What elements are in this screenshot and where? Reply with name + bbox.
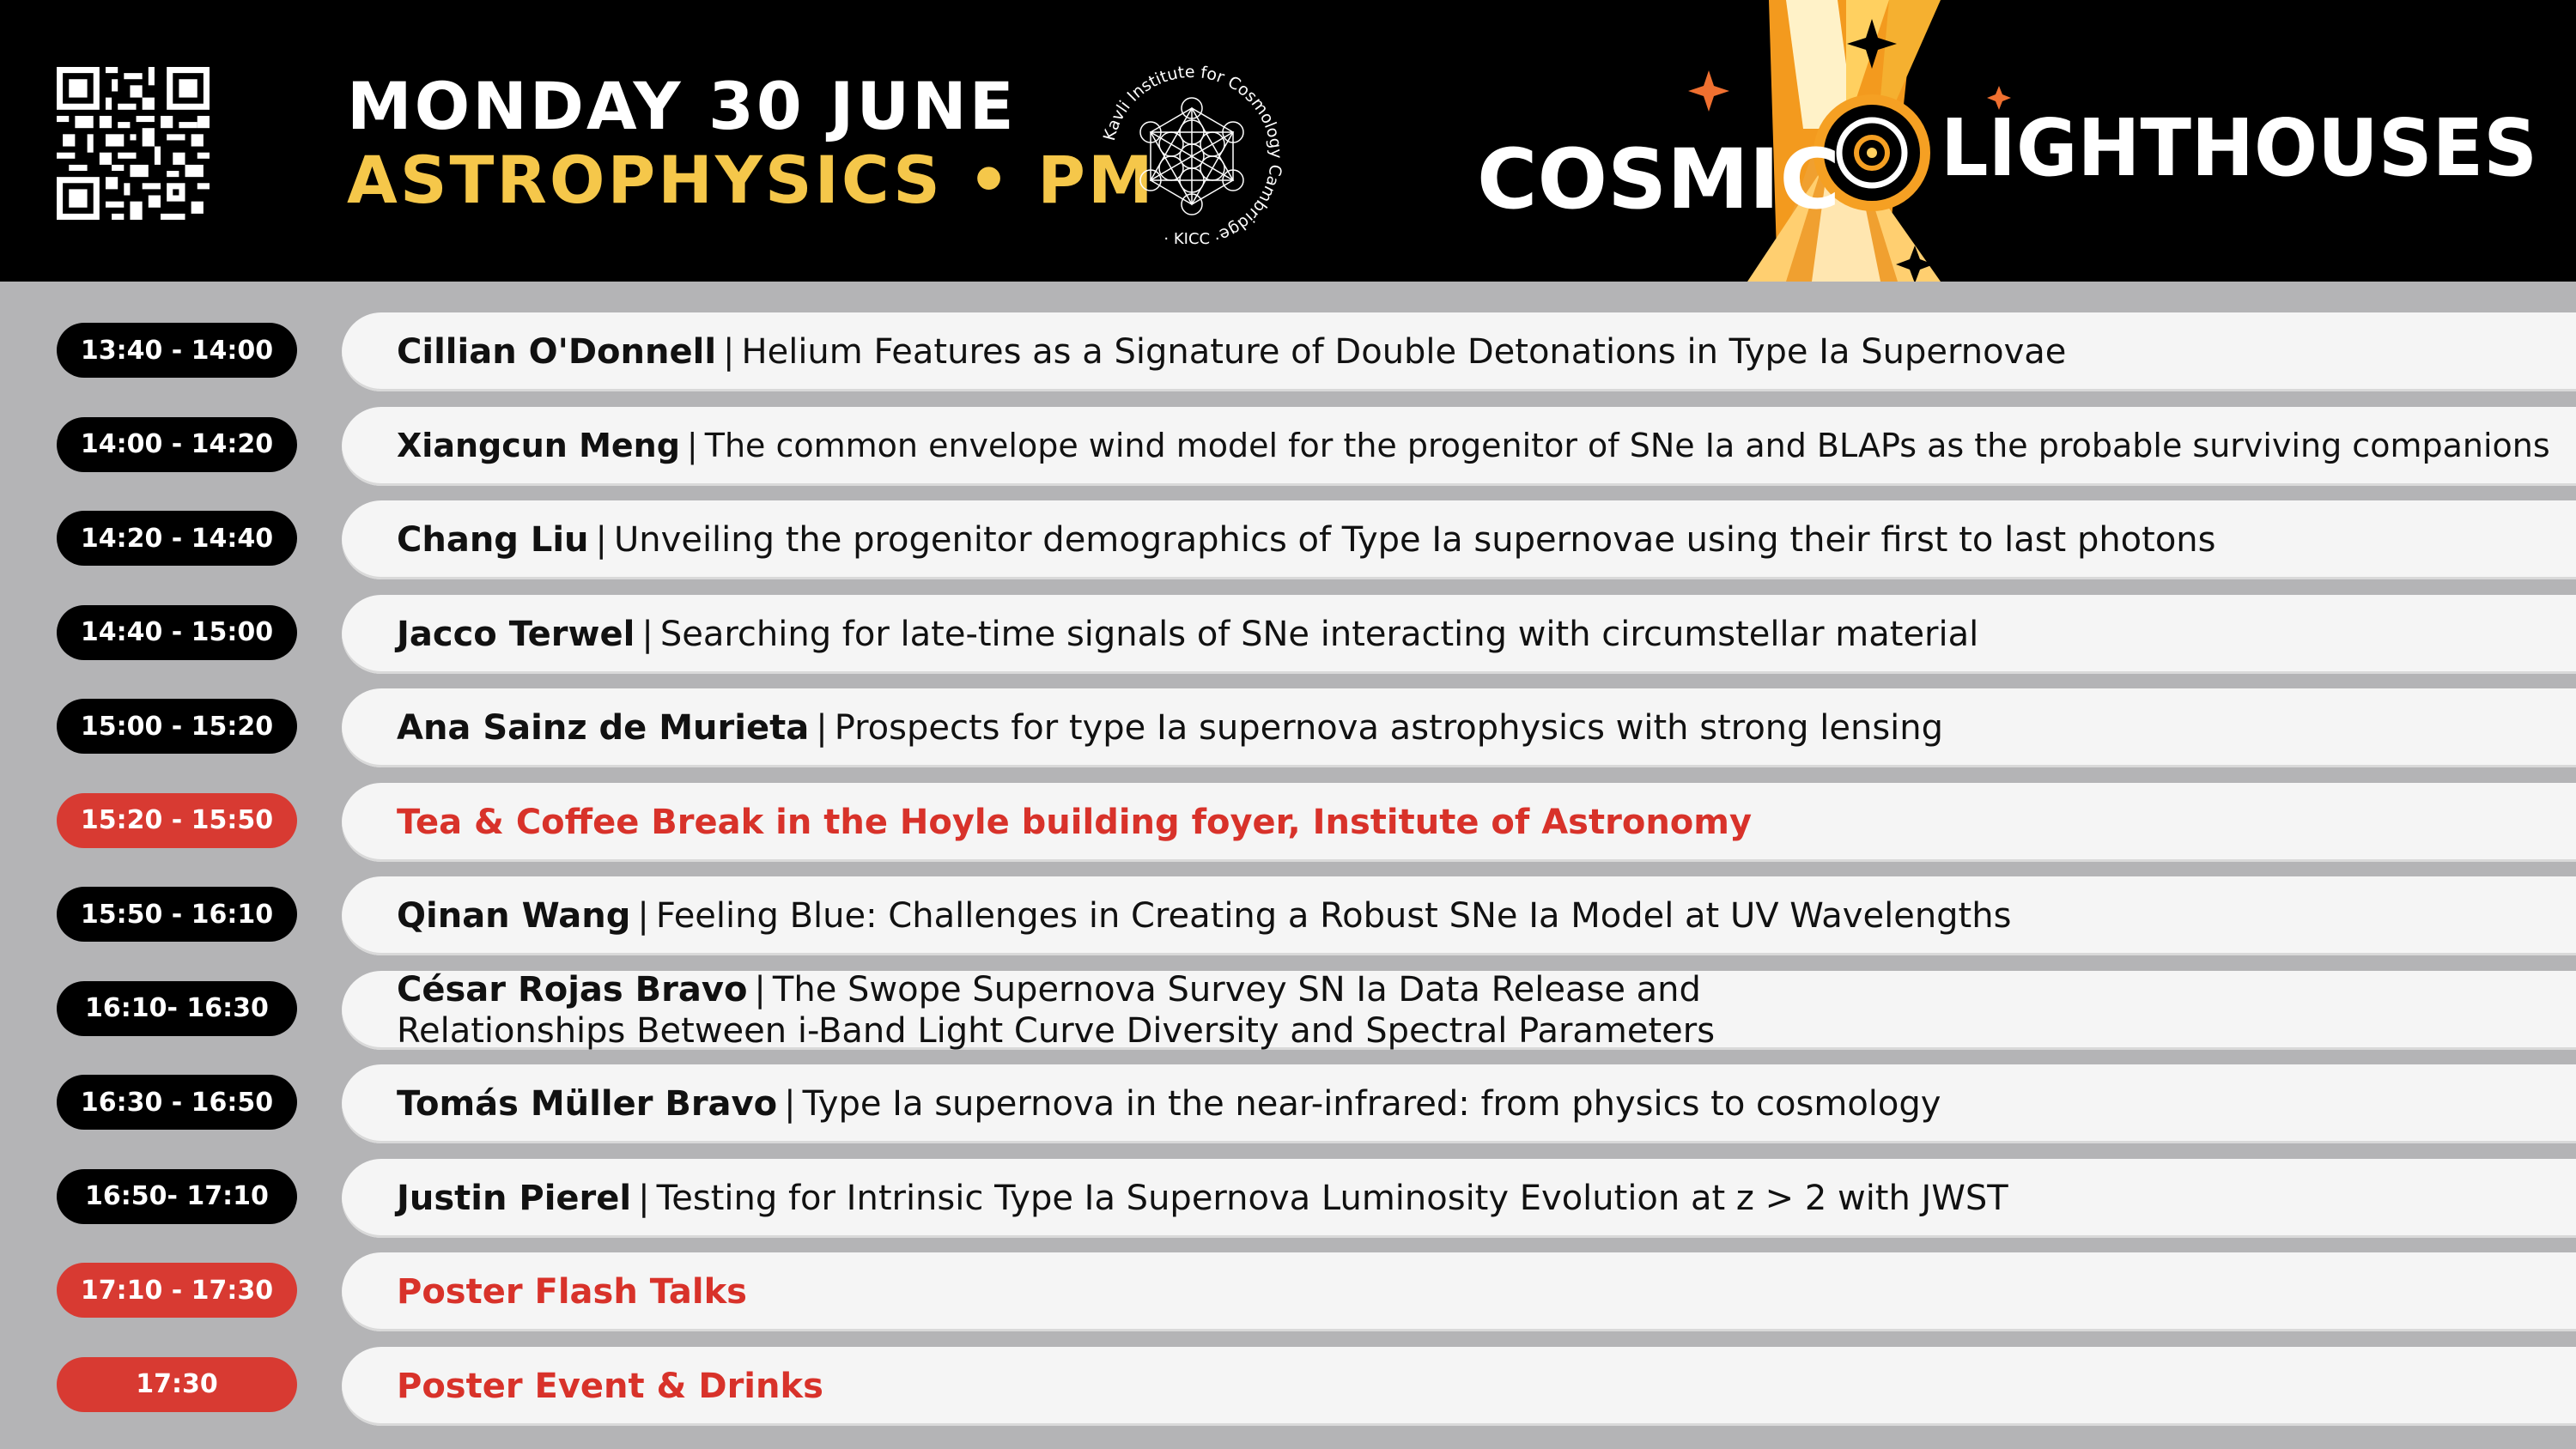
- time-badge: 17:30: [57, 1357, 297, 1412]
- institute-ring-text: Kavli Institute for Cosmology Cambridge: [1099, 62, 1286, 245]
- schedule-row-talk: [0, 861, 2576, 955]
- separator: |: [641, 614, 653, 654]
- separator: |: [638, 1178, 650, 1218]
- session-text: [397, 595, 2543, 674]
- schedule-row-talk: [0, 391, 2576, 486]
- time-badge: 16:10- 16:30: [57, 981, 297, 1036]
- session-line: [397, 707, 2543, 749]
- session-line: [397, 802, 2543, 843]
- session-line: [397, 969, 2543, 1010]
- session-text: [397, 783, 2543, 862]
- talk-title: Prospects for type Ia supernova astrophysics with strong lensing: [834, 708, 1944, 748]
- schedule-row-event: [0, 1331, 2576, 1426]
- speaker-name: Qinan Wang: [397, 896, 631, 936]
- session-text: [397, 1252, 2543, 1331]
- talk-title: Type Ia supernova in the near-infrared: from physics to cosmology: [802, 1084, 1941, 1124]
- speaker-name: Jacco Terwel: [397, 614, 635, 654]
- qr-code-icon[interactable]: [57, 67, 210, 220]
- separator: |: [595, 520, 608, 560]
- schedule-row-talk: [0, 485, 2576, 579]
- session-date: MONDAY 30 JUNE: [347, 68, 1017, 144]
- session-line: [397, 1083, 2543, 1125]
- schedule-row-talk: [0, 1143, 2576, 1238]
- talk-title: The Swope Supernova Survey SN Ia Data Release and: [772, 969, 1701, 1009]
- time-badge: 14:40 - 15:00: [57, 605, 297, 660]
- talk-title-line2: Relationships Between i-Band Light Curve Diversity and Spectral Parameters: [397, 1010, 1716, 1051]
- speaker-name: Ana Sainz de Murieta: [397, 708, 810, 748]
- speaker-name: Chang Liu: [397, 520, 589, 560]
- time-badge: 14:20 - 14:40: [57, 511, 297, 566]
- speaker-name: Tomás Müller Bravo: [397, 1084, 778, 1124]
- session-text: [397, 1347, 2543, 1426]
- session-line: [397, 519, 2543, 561]
- brand-right: LIGHTHOUSES: [1941, 102, 2537, 194]
- talk-title: The common envelope wind model for the progenitor of SNe Ia and BLAPs as the probable surviving companions: [704, 426, 2550, 464]
- session-line: [397, 331, 2543, 373]
- kicc-logo: [1089, 53, 1295, 259]
- sparkle-icon: [1688, 70, 1729, 112]
- speaker-name: César Rojas Bravo: [397, 969, 748, 1009]
- speaker-name: Cillian O'Donnell: [397, 332, 717, 372]
- session-text: [397, 688, 2543, 767]
- separator: |: [723, 332, 735, 372]
- talk-title: Searching for late-time signals of SNe interacting with circumstellar material: [659, 614, 1979, 654]
- session-line: [397, 895, 2543, 937]
- talk-title: Poster Flash Talks: [397, 1272, 747, 1312]
- session-text: [397, 407, 2550, 486]
- separator: |: [754, 969, 766, 1009]
- session-text: [397, 971, 2543, 1050]
- separator: |: [816, 708, 828, 748]
- talk-title: Helium Features as a Signature of Double Detonations in Type Ia Supernovae: [741, 332, 2067, 372]
- time-badge: 15:00 - 15:20: [57, 699, 297, 754]
- separator: |: [784, 1084, 796, 1124]
- svg-text:Kavli Institute for Cosmology: [1100, 63, 1285, 245]
- schedule-row-talk: [0, 673, 2576, 767]
- talk-title: Poster Event & Drinks: [397, 1366, 823, 1406]
- schedule-row-event: [0, 767, 2576, 862]
- header-banner: [0, 0, 2576, 282]
- session-track: ASTROPHYSICS • PM: [347, 142, 1156, 218]
- speaker-name: Xiangcun Meng: [397, 426, 680, 464]
- schedule-row-event: [0, 1237, 2576, 1331]
- session-text: [397, 1159, 2543, 1238]
- time-badge: 15:50 - 16:10: [57, 887, 297, 942]
- schedule-row-talk: [0, 579, 2576, 674]
- time-badge: 17:10 - 17:30: [57, 1263, 297, 1318]
- time-badge: 14:00 - 14:20: [57, 417, 297, 472]
- time-badge: 16:30 - 16:50: [57, 1075, 297, 1130]
- schedule-row-talk: [0, 1049, 2576, 1143]
- separator: |: [686, 426, 698, 464]
- session-text: [397, 312, 2543, 391]
- session-text: [397, 876, 2543, 955]
- schedule-row-talk: [0, 955, 2576, 1050]
- schedule-list: [0, 282, 2576, 1449]
- time-badge: 13:40 - 14:00: [57, 323, 297, 378]
- time-badge: 15:20 - 15:50: [57, 793, 297, 848]
- session-text: [397, 1064, 2543, 1143]
- session-line: [397, 1366, 2543, 1407]
- schedule-row-talk: [0, 297, 2576, 391]
- talk-title: Testing for Intrinsic Type Ia Supernova Luminosity Evolution at z > 2 with JWST: [656, 1178, 2008, 1218]
- metatron-cube-icon: [1140, 98, 1243, 215]
- cosmic-lighthouses-logo: [1408, 0, 2576, 282]
- talk-title: Feeling Blue: Challenges in Creating a Robust SNe Ia Model at UV Wavelengths: [655, 896, 2012, 936]
- speaker-name: Justin Pierel: [397, 1178, 632, 1218]
- talk-title: Unveiling the progenitor demographics of Type Ia supernovae using their first to last photons: [614, 520, 2216, 560]
- session-line: [397, 1178, 2543, 1219]
- session-line: [397, 426, 2550, 466]
- session-text: [397, 500, 2543, 579]
- session-line: [397, 614, 2543, 655]
- star-burst-icon: [1867, 148, 1877, 158]
- separator: |: [637, 896, 649, 936]
- time-badge: 16:50- 17:10: [57, 1169, 297, 1224]
- session-line: [397, 1271, 2543, 1313]
- talk-title: Tea & Coffee Break in the Hoyle building foyer, Institute of Astronomy: [397, 802, 1753, 842]
- brand-left: COSMIC: [1477, 131, 1840, 227]
- institute-abbr: · KICC ·: [1163, 230, 1220, 248]
